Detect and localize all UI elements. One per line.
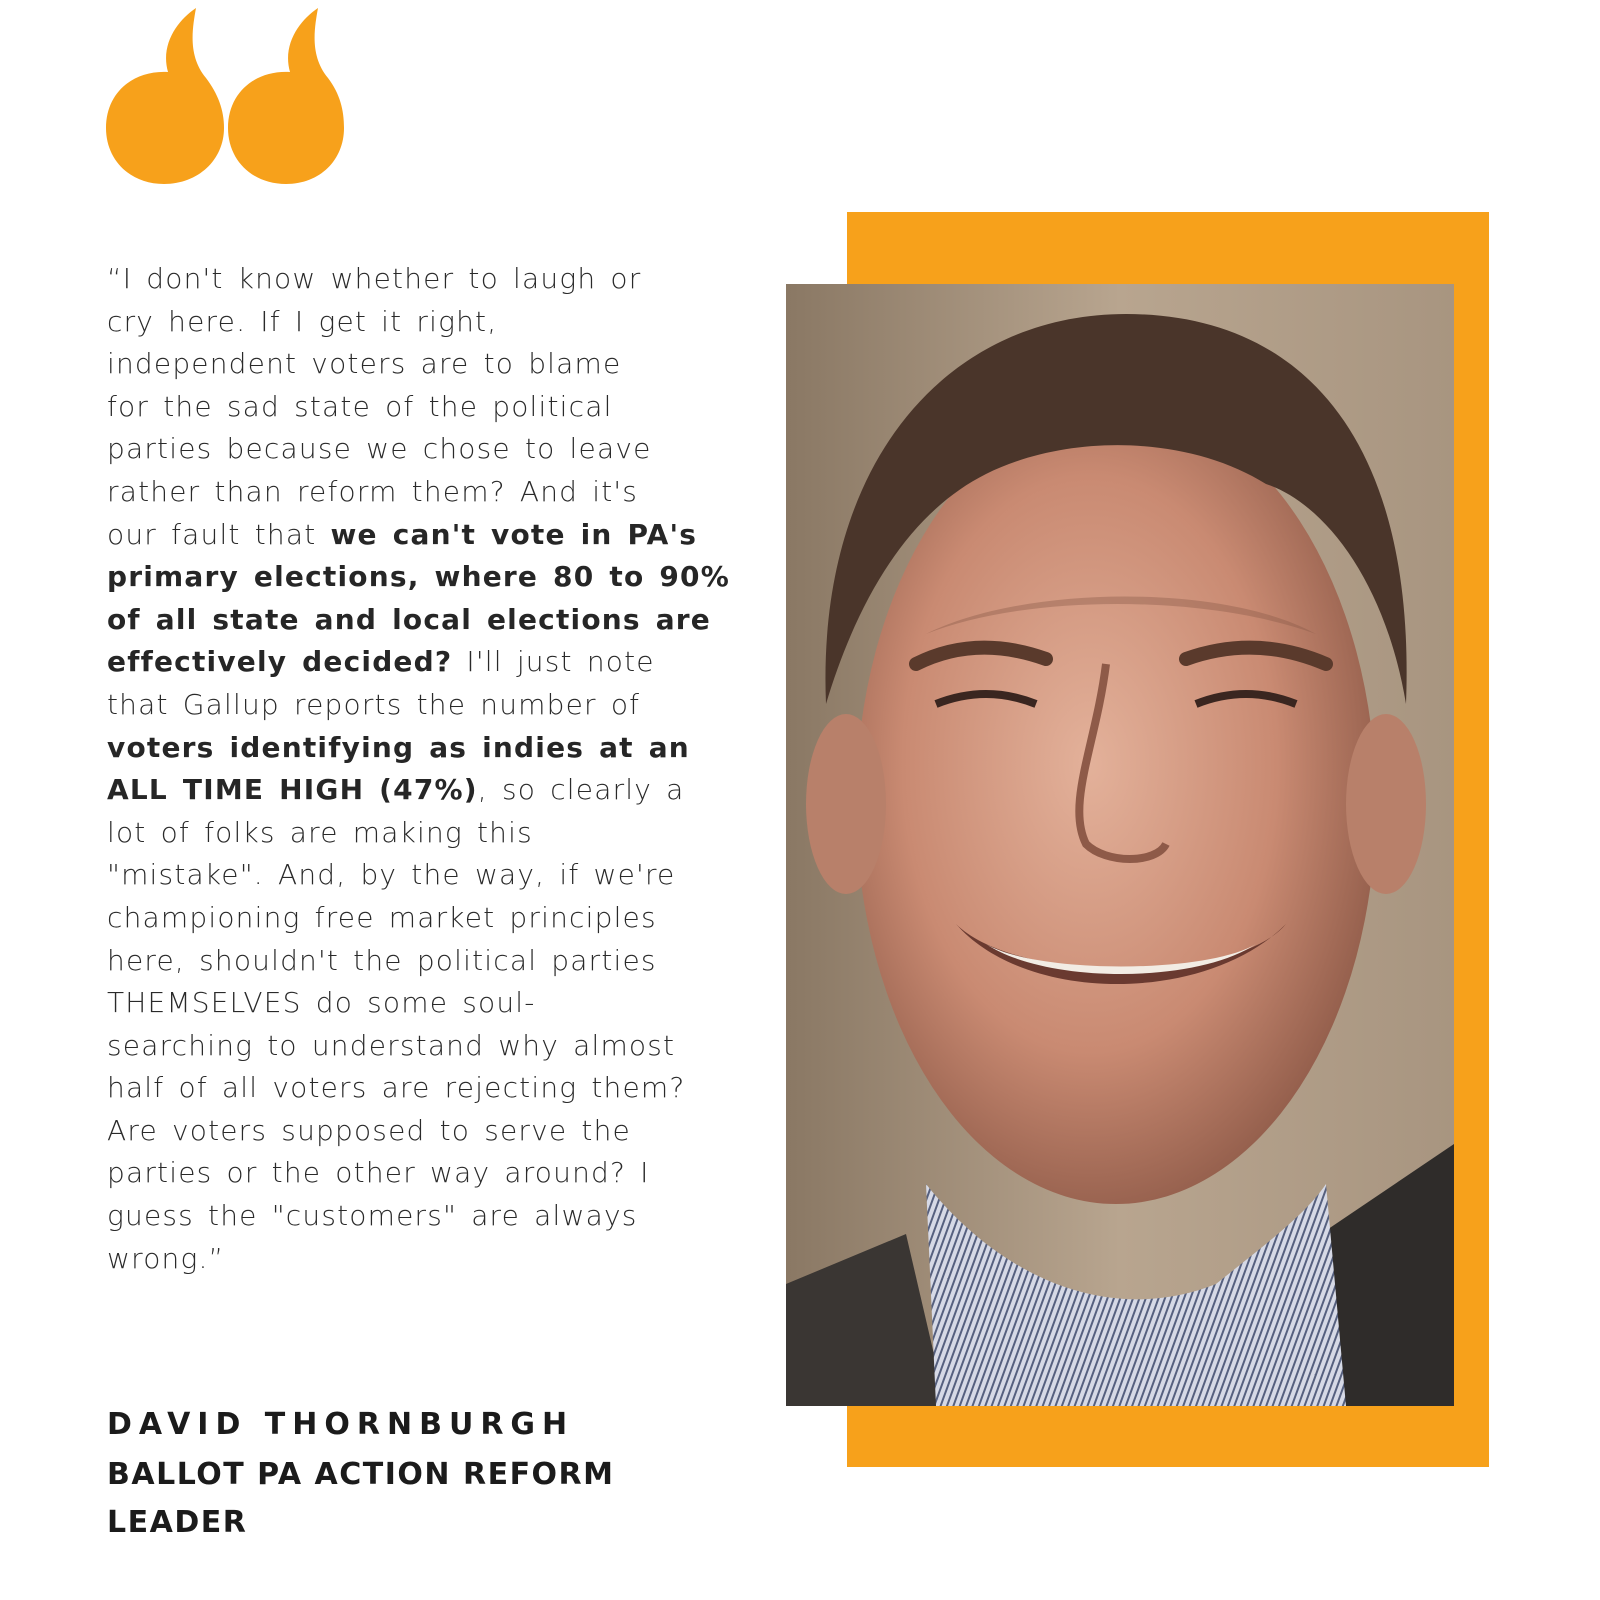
quote-line bbox=[107, 1238, 705, 1281]
quote-line bbox=[107, 599, 711, 642]
quote-segment: , so clearly a bbox=[477, 773, 685, 807]
quote-line bbox=[107, 940, 705, 983]
quote-line bbox=[107, 769, 705, 812]
quote-emphasis: ALL TIME HIGH (47%) bbox=[107, 773, 478, 807]
quote-segment: I'll just note bbox=[452, 645, 655, 679]
quote-segment: independent voters are to blame bbox=[107, 347, 622, 381]
quote-segment: half of all voters are rejecting them? bbox=[107, 1071, 686, 1105]
quote-segment: parties or the other way around? I bbox=[107, 1156, 650, 1190]
quote-line bbox=[107, 684, 705, 727]
quote-segment: “I don't know whether to laugh or bbox=[107, 262, 642, 295]
author-block bbox=[107, 1402, 707, 1547]
quote-line bbox=[107, 1195, 705, 1238]
quote-line bbox=[107, 641, 705, 684]
quote-line bbox=[107, 1067, 705, 1110]
quote-text bbox=[107, 258, 730, 1280]
quote-line bbox=[107, 301, 705, 344]
quote-line bbox=[107, 471, 705, 514]
quote-line bbox=[107, 1025, 705, 1068]
quote-line bbox=[107, 854, 705, 897]
quote-emphasis: effectively decided? bbox=[107, 645, 453, 679]
quote-segment: our fault that bbox=[107, 517, 331, 551]
quote-emphasis: of all state and local elections are bbox=[107, 602, 711, 636]
author-name: DAVID THORNBURGH bbox=[107, 1407, 575, 1442]
quote-segment: THEMSELVES do some soul- bbox=[107, 986, 536, 1020]
quote-line bbox=[107, 727, 705, 770]
quote-segment: here, shouldn't the political parties bbox=[107, 943, 657, 977]
quote-line bbox=[107, 386, 705, 429]
quote-line bbox=[107, 514, 705, 557]
quote-emphasis: we can't vote in PA's bbox=[330, 517, 698, 551]
quote-line bbox=[107, 556, 730, 599]
quote-segment: rather than reform them? And it's bbox=[107, 474, 639, 508]
author-title: BALLOT PA ACTION REFORM LEADER bbox=[107, 1457, 615, 1540]
quote-line bbox=[107, 1152, 705, 1195]
quote-emphasis: voters identifying as indies at an bbox=[107, 730, 690, 764]
quote-segment: championing free market principles bbox=[107, 900, 657, 934]
quote-segment: parties because we chose to leave bbox=[107, 432, 652, 466]
portrait-photo bbox=[786, 284, 1454, 1406]
quote-segment: wrong.” bbox=[107, 1241, 225, 1275]
quote-segment: that Gallup reports the number of bbox=[107, 687, 641, 721]
quote-line bbox=[107, 897, 705, 940]
quote-segment: for the sad state of the political bbox=[107, 389, 613, 423]
quote-line bbox=[107, 343, 705, 386]
quote-line bbox=[107, 428, 705, 471]
quote-segment: "mistake". And, by the way, if we're bbox=[107, 858, 676, 892]
quote-line bbox=[107, 1110, 705, 1153]
quote-segment: searching to understand why almost bbox=[107, 1028, 676, 1062]
quote-line bbox=[107, 982, 705, 1025]
quote-emphasis: primary elections, where 80 to 90% bbox=[107, 560, 730, 594]
quote-line bbox=[107, 812, 705, 855]
quote-segment: cry here. If I get it right, bbox=[107, 304, 498, 338]
open-quote-icon bbox=[104, 8, 344, 184]
quote-segment: Are voters supposed to serve the bbox=[107, 1113, 631, 1147]
quote-segment: lot of folks are making this bbox=[107, 815, 533, 849]
quote-segment: guess the "customers" are always bbox=[107, 1199, 638, 1233]
quote-line bbox=[107, 258, 705, 301]
